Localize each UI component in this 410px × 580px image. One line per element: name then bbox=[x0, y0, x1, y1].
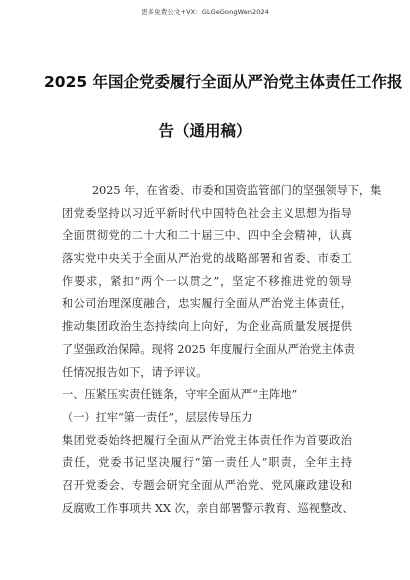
paragraph-1-line: 任情况报告如下，请予评议。 bbox=[62, 365, 208, 379]
paragraph-1-line: 和公司治理深度融合，忠实履行全面从严治党主体责任， bbox=[62, 297, 352, 311]
header-note: 更多免费公文+VX：GLGeGongWen2024 bbox=[140, 8, 269, 16]
paragraph-1-line: 作要求，紧扣“两个一以贯之”，坚定不移推进党的领导 bbox=[62, 274, 352, 288]
paragraph-2-line: 反腐败工作事项共 XX 次，亲自部署警示教育、巡视整改、 bbox=[62, 501, 354, 515]
paragraph-1-line: 推动集团政治生态持续向上向好，为企业高质量发展提供 bbox=[62, 320, 352, 334]
paragraph-1-line: 2025 年，在省委、市委和国资监管部门的坚强领导下，集 bbox=[92, 184, 382, 197]
paragraph-1-line: 落实党中央关于全面从严治党的战略部署和省委、市委工 bbox=[62, 252, 352, 266]
document-body bbox=[62, 180, 382, 520]
paragraph-2-line: 集团党委始终把履行全面从严治党主体责任作为首要政治 bbox=[62, 433, 352, 447]
paragraph-1-line: 全面贯彻党的二十大和二十届三中、四中全会精神，认真 bbox=[62, 229, 352, 243]
document-title-line-2: 告（通用稿） bbox=[158, 122, 252, 140]
document-title-line-1: 2025 年国企党委履行全面从严治党主体责任工作报 bbox=[44, 73, 403, 91]
paragraph-2-line: 召开党委会、专题会研究全面从严治党、党风廉政建设和 bbox=[62, 478, 352, 492]
section-heading: 一、压紧压实责任链条，守牢全面从严“主阵地” bbox=[62, 388, 298, 402]
paragraph-1-line: 了坚强政治保障。现将 2025 年度履行全面从严治党主体责 bbox=[62, 342, 355, 356]
subsection-heading: （一）扛牢“第一责任”，层层传导压力 bbox=[62, 410, 253, 424]
paragraph-1-line: 团党委坚持以习近平新时代中国特色社会主义思想为指导 bbox=[62, 206, 352, 220]
paragraph-2-line: 责任，党委书记坚决履行“第一责任人”职责，全年主持 bbox=[62, 456, 352, 470]
